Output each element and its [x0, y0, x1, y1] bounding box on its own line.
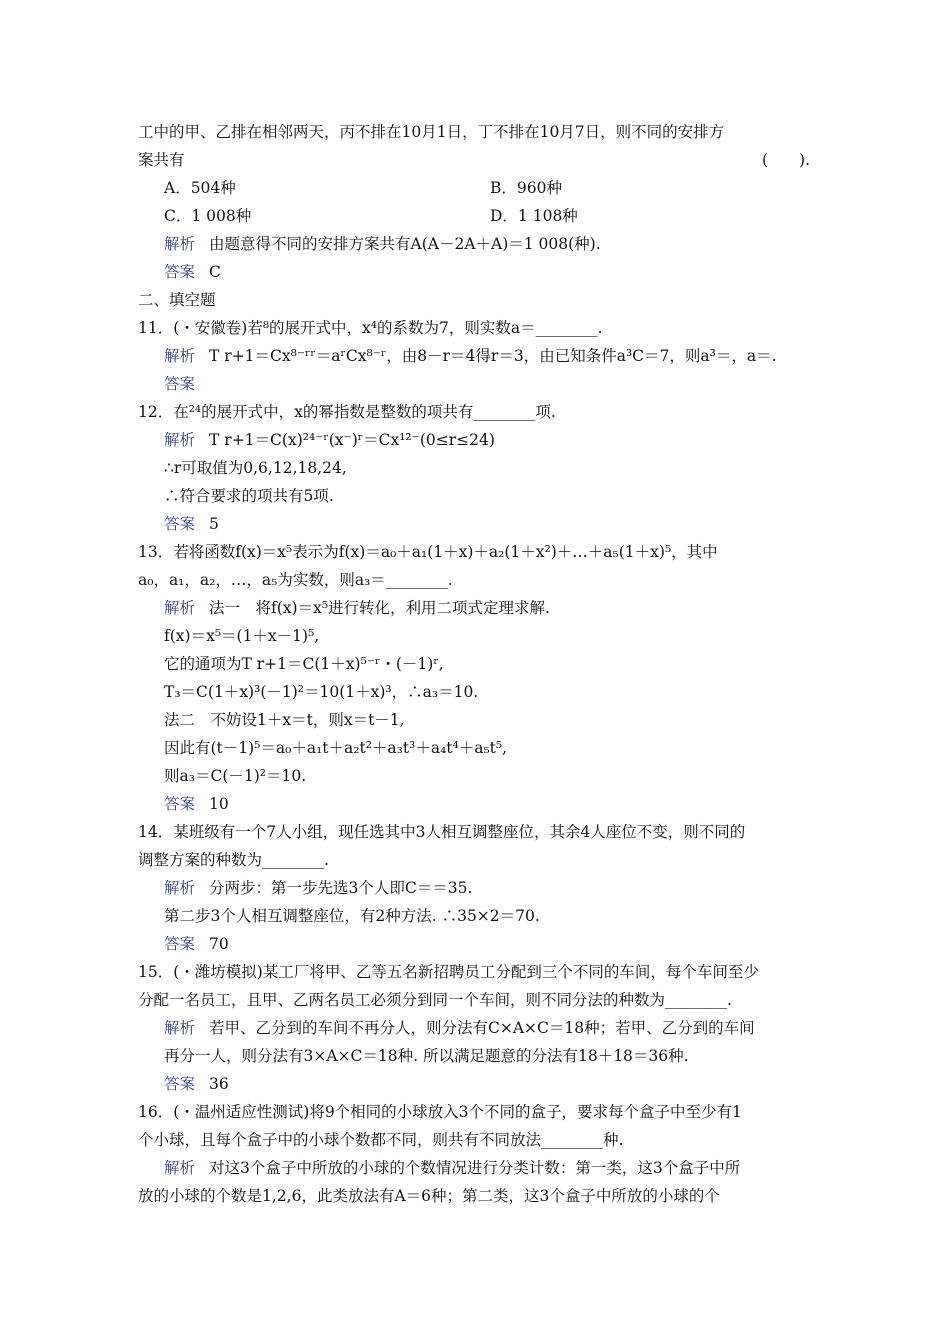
q12-stem: 12．在²⁴的展开式中，x的幂指数是整数的项共有________项.: [138, 403, 556, 421]
q10-answer: [138, 258, 814, 286]
q14-solution-line: 第二步3个人相互调整座位，有2种方法. ∴35×2＝70.: [164, 907, 540, 925]
q16-stem-line-1: 16．(・温州适应性测试)将9个相同的小球放入3个不同的盒子，要求每个盒子中至少有1: [138, 1103, 742, 1121]
q12-solution-line: ∴符合要求的项共有5项.: [164, 487, 334, 505]
section-title: 二、填空题: [138, 291, 216, 309]
q10-answer-label: 答案: [164, 263, 196, 281]
q15-solution-text: 若甲、乙分到的车间不再分人，则分法有C×A×C＝18种；若甲、乙分到的车间: [209, 1019, 755, 1037]
q11-stem: 11．(・安徽卷)若⁸的展开式中，x⁴的系数为7，则实数a＝________.: [138, 319, 603, 337]
q15-stem-line-1: 15．(・潍坊模拟)某工厂将甲、乙等五名新招聘员工分配到三个不同的车间，每个车间至少: [138, 963, 759, 981]
q14-solution: [138, 874, 814, 902]
q10-options-row-1: [138, 174, 814, 202]
q12-answer-label: 答案: [164, 515, 196, 533]
q11-answer: [138, 370, 814, 398]
q15-answer-label: 答案: [164, 1075, 196, 1093]
q13-solution-line: 因此有(t－1)⁵＝a₀＋a₁t＋a₂t²＋a₃t³＋a₄t⁴＋a₅t⁵,: [164, 739, 508, 757]
q12-answer-text: 5: [209, 515, 219, 533]
q14-answer: [138, 930, 814, 958]
q10-option-c: C．1 008种: [164, 207, 252, 225]
q13-solution-line: T₃＝C(1＋x)³(－1)²＝10(1＋x)³，∴a₃＝10.: [164, 683, 479, 701]
q15-solution-label: 解析: [164, 1019, 196, 1037]
q10-solution-label: 解析: [164, 235, 196, 253]
q10-solution: [138, 230, 814, 258]
q13-answer-text: 10: [209, 795, 229, 813]
q16-stem-line-2: 个小球，且每个盒子中的小球个数都不同，则共有不同放法________种.: [138, 1131, 624, 1149]
q10-options-row-2: [138, 202, 814, 230]
q16-solution: [138, 1154, 814, 1182]
q13-solution: [138, 594, 814, 622]
q13-solution-label: 解析: [164, 599, 196, 617]
q10-stem-text: 案共有: [138, 151, 185, 169]
q16-solution-line: 放的小球的个数是1,2,6，此类放法有A＝6种；第二类，这3个盒子中所放的小球的个: [138, 1187, 720, 1205]
q15-stem-line-2: 分配一名员工，且甲、乙两名员工必须分到同一个车间，则不同分法的种数为________.: [138, 991, 732, 1009]
q15-answer: [138, 1070, 814, 1098]
q13-solution-line: 法二 不妨设1＋x＝t，则x＝t－1,: [164, 711, 405, 729]
q16-solution-text: 对这3个盒子中所放的小球的个数情况进行分类计数：第一类，这3个盒子中所: [209, 1159, 741, 1177]
q10-stem-line-1: 工中的甲、乙排在相邻两天，丙不排在10月1日，丁不排在10月7日，则不同的安排方: [138, 123, 725, 141]
q13-answer: [138, 790, 814, 818]
q13-stem-line-2: a₀，a₁，a₂，…，a₅为实数，则a₃＝________.: [138, 571, 453, 589]
q12-solution-text: T r+1＝C(x)²⁴⁻ʳ(x⁻)ʳ＝Cx¹²⁻(0≤r≤24): [209, 431, 495, 449]
q15-solution: [138, 1014, 814, 1042]
q10-stem-line-2: [138, 146, 814, 174]
q10-answer-text: C: [209, 263, 221, 281]
q15-answer-text: 36: [209, 1075, 229, 1093]
q12-solution-label: 解析: [164, 431, 196, 449]
document-content: [138, 118, 814, 1210]
q10-solution-text: 由题意得不同的安排方案共有A(A－2A＋A)＝1 008(种).: [209, 235, 601, 253]
q13-solution-line: 它的通项为T r+1＝C(1＋x)⁵⁻ʳ・(－1)ʳ,: [164, 655, 444, 673]
q12-answer: [138, 510, 814, 538]
q13-stem-line-1: 13．若将函数f(x)＝x⁵表示为f(x)＝a₀＋a₁(1＋x)＋a₂(1＋x²)＋…＋a₅(1＋x)⁵，其中: [138, 543, 718, 561]
q13-solution-line: 则a₃＝C(－1)²＝10.: [164, 767, 307, 785]
q11-solution: [138, 342, 814, 370]
q14-answer-label: 答案: [164, 935, 196, 953]
q12-solution-line: ∴r可取值为0,6,12,18,24,: [164, 459, 347, 477]
q15-solution-line: 再分一人，则分法有3×A×C＝18种. 所以满足题意的分法有18＋18＝36种.: [164, 1047, 689, 1065]
q10-option-a: A．504种: [164, 179, 236, 197]
q14-solution-label: 解析: [164, 879, 196, 897]
q10-option-b: B．960种: [490, 179, 562, 197]
q11-solution-text: T r+1＝Cx⁸⁻ʳʳ＝aʳCx⁸⁻ʳ，由8－r＝4得r＝3，由已知条件a³C＝7，则a³＝，a＝.: [209, 347, 777, 365]
q14-stem-line-2: 调整方案的种数为________.: [138, 851, 329, 869]
q13-answer-label: 答案: [164, 795, 196, 813]
q14-answer-text: 70: [209, 935, 229, 953]
q13-solution-line: f(x)＝x⁵＝(1＋x－1)⁵,: [164, 627, 320, 645]
q13-solution-text: 法一 将f(x)＝x⁵进行转化，利用二项式定理求解.: [209, 599, 550, 617]
q11-solution-label: 解析: [164, 347, 196, 365]
q10-option-d: D．1 108种: [490, 207, 578, 225]
q10-answer-paren: ( ).: [761, 151, 810, 169]
q16-solution-label: 解析: [164, 1159, 196, 1177]
q14-solution-text: 分两步：第一步先选3个人即C＝＝35.: [209, 879, 473, 897]
q12-solution: [138, 426, 814, 454]
q11-answer-label: 答案: [164, 375, 196, 393]
q14-stem-line-1: 14．某班级有一个7人小组，现任选其中3人相互调整座位，其余4人座位不变，则不同的: [138, 823, 746, 841]
